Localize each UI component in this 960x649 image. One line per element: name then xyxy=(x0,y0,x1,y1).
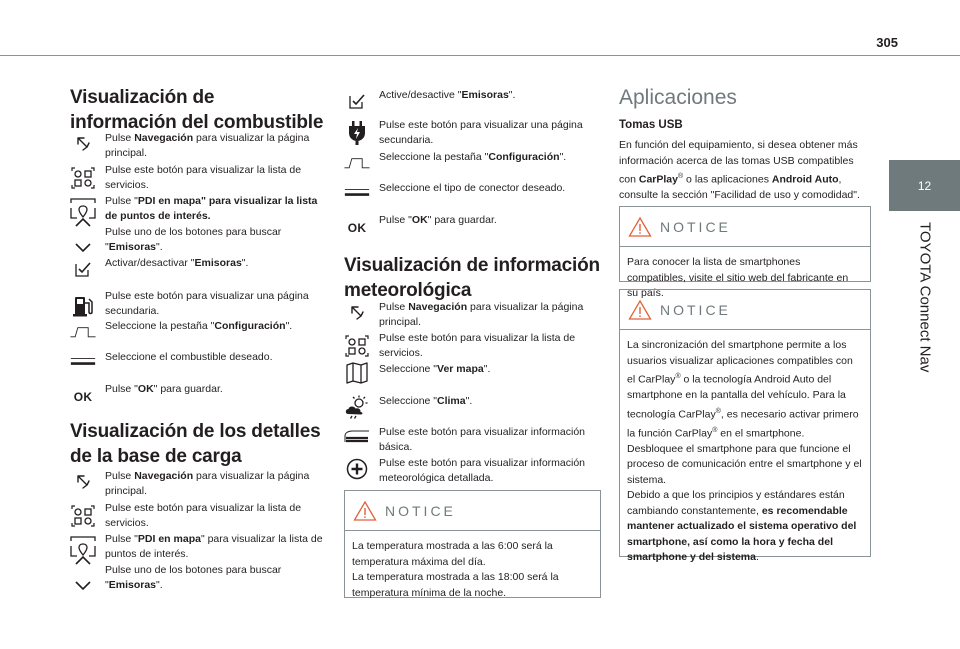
list-line-icon[interactable] xyxy=(344,181,370,203)
step-text: Seleccione "Ver mapa". xyxy=(379,363,491,375)
step-text: Pulse "OK" para guardar. xyxy=(105,383,223,395)
checkbox-icon[interactable] xyxy=(70,258,96,280)
warning-triangle-icon xyxy=(628,216,652,243)
fuel-section-title: Visualización de información del combustible xyxy=(70,87,324,133)
notice-title: NOTICE xyxy=(660,219,731,235)
step-text: Pulse este botón para visualizar la lista de servicios. xyxy=(105,502,302,529)
step-text: Pulse Navegación para visualizar la página principal. xyxy=(105,132,310,159)
arrow-icon[interactable] xyxy=(344,302,370,324)
notice-title: NOTICE xyxy=(385,503,456,519)
step-text: Pulse "PDI en mapa" para visualizar la lista de puntos de interés. xyxy=(105,195,318,222)
usb-paragraph: En función del equipamiento, si desea obtener más información acerca de las tomas USB compatibles con CarPlay® o las aplicaciones Android Auto, consulte la sección "Facilidad de uso y comodidad". xyxy=(619,139,860,201)
step-text: Activar/desactivar "Emisoras". xyxy=(105,257,249,269)
notice-header xyxy=(620,290,870,330)
compat-notice xyxy=(619,206,871,299)
notice-body xyxy=(352,539,592,601)
chevron-pair-icon[interactable] xyxy=(70,224,96,246)
chevron-pair-icon[interactable] xyxy=(70,562,96,584)
notice-body: Para conocer la lista de smartphones compatibles, visite el sitio web del fabricante en su país. xyxy=(627,256,849,299)
notice-paragraph: Debido a que los principios y estándares están cambiando constantemente, es recomendable mantener actualizado el sistema operativo del smartphone, así como la hora y fecha del smartphone y del sistema. xyxy=(627,489,857,563)
step-text: Pulse este botón para visualizar la lista de servicios. xyxy=(105,164,302,191)
notice-line: La temperatura mostrada a las 18:00 será la temperatura mínima de la noche. xyxy=(352,571,559,599)
step-text: Seleccione la pestaña "Configuración". xyxy=(379,151,567,163)
step-text: Pulse este botón para visualizar una página secundaria. xyxy=(105,290,309,317)
step-text: Pulse "OK" para guardar. xyxy=(379,214,497,226)
nav-apps-icon[interactable] xyxy=(344,335,370,357)
warning-triangle-icon xyxy=(353,500,377,527)
step-text: Seleccione la pestaña "Configuración". xyxy=(105,320,293,332)
notice-line: La temperatura mostrada a las 6:00 será la temperatura máxima del día. xyxy=(352,540,553,568)
step-text: Pulse este botón para visualizar una página secundaria. xyxy=(379,119,583,146)
ok-icon[interactable] xyxy=(344,217,370,239)
arrow-icon[interactable] xyxy=(70,471,96,493)
ok-label: OK xyxy=(347,221,367,235)
step-text: Pulse Navegación para visualizar la página principal. xyxy=(105,470,310,497)
step-text: Seleccione el combustible deseado. xyxy=(105,351,273,363)
weather-icon[interactable] xyxy=(344,396,370,418)
arrow-icon[interactable] xyxy=(70,133,96,155)
step-text: Pulse Navegación para visualizar la página principal. xyxy=(379,301,584,328)
sync-notice xyxy=(619,289,871,563)
fuel-pump-icon[interactable] xyxy=(70,295,96,317)
step-text: Active/desactive "Emisoras". xyxy=(379,89,516,101)
notice-body xyxy=(627,338,862,566)
header-rule xyxy=(0,55,960,56)
notice-header xyxy=(345,491,600,531)
nav-apps-icon[interactable] xyxy=(70,505,96,527)
ok-label: OK xyxy=(73,390,93,404)
ok-icon[interactable] xyxy=(70,386,96,408)
warning-triangle-icon xyxy=(628,299,652,326)
page-number: 305 xyxy=(876,35,898,50)
step-text: Seleccione el tipo de conector deseado. xyxy=(379,182,566,194)
notice-title: NOTICE xyxy=(660,302,731,318)
chapter-title: TOYOTA Connect Nav xyxy=(916,222,934,373)
charging-section-title: Visualización de los detalles de la base de carga xyxy=(70,421,321,467)
tab-icon[interactable] xyxy=(344,152,370,174)
map-icon[interactable] xyxy=(344,362,370,384)
info-basic-icon[interactable] xyxy=(344,425,370,447)
nav-apps-icon[interactable] xyxy=(70,167,96,189)
step-text: Seleccione "Clima". xyxy=(379,395,473,407)
notice-paragraph: Desbloquee el smartphone para que funcione el proceso de comunicación entre el smartphone y el sistema. xyxy=(627,442,862,486)
tab-icon[interactable] xyxy=(70,321,96,343)
step-text: Pulse este botón para visualizar información básica. xyxy=(379,426,586,453)
notice-paragraph: La sincronización del smartphone permite a los usuarios visualizar aplicaciones compatibles con el CarPlay® o la tecnología Android Auto del smartphone en la pantalla del vehículo. Para la tecnología CarPlay®, es necesario activar primero la función CarPlay® en el smartphone. xyxy=(627,339,859,439)
weather-notice xyxy=(344,490,601,598)
step-text: Pulse este botón para visualizar información meteorológica detallada. xyxy=(379,457,586,484)
plus-circle-icon[interactable] xyxy=(344,458,370,480)
charging-icon[interactable] xyxy=(344,122,370,144)
checkbox-icon[interactable] xyxy=(344,90,370,112)
step-text: Pulse "PDI en mapa" para visualizar la lista de puntos de interés. xyxy=(105,533,323,560)
step-text: Pulse uno de los botones para buscar "Emisoras". xyxy=(105,226,282,253)
step-text: Pulse este botón para visualizar la lista de servicios. xyxy=(379,332,576,359)
apps-section-title: Aplicaciones xyxy=(619,86,737,109)
step-text: Pulse uno de los botones para buscar "Emisoras". xyxy=(105,564,282,591)
chapter-tab[interactable]: 12 xyxy=(889,160,960,211)
usb-subtitle: Tomas USB xyxy=(619,119,683,131)
weather-section-title: Visualización de información meteorológica xyxy=(344,255,600,301)
list-line-icon[interactable] xyxy=(70,350,96,372)
notice-header xyxy=(620,207,870,247)
